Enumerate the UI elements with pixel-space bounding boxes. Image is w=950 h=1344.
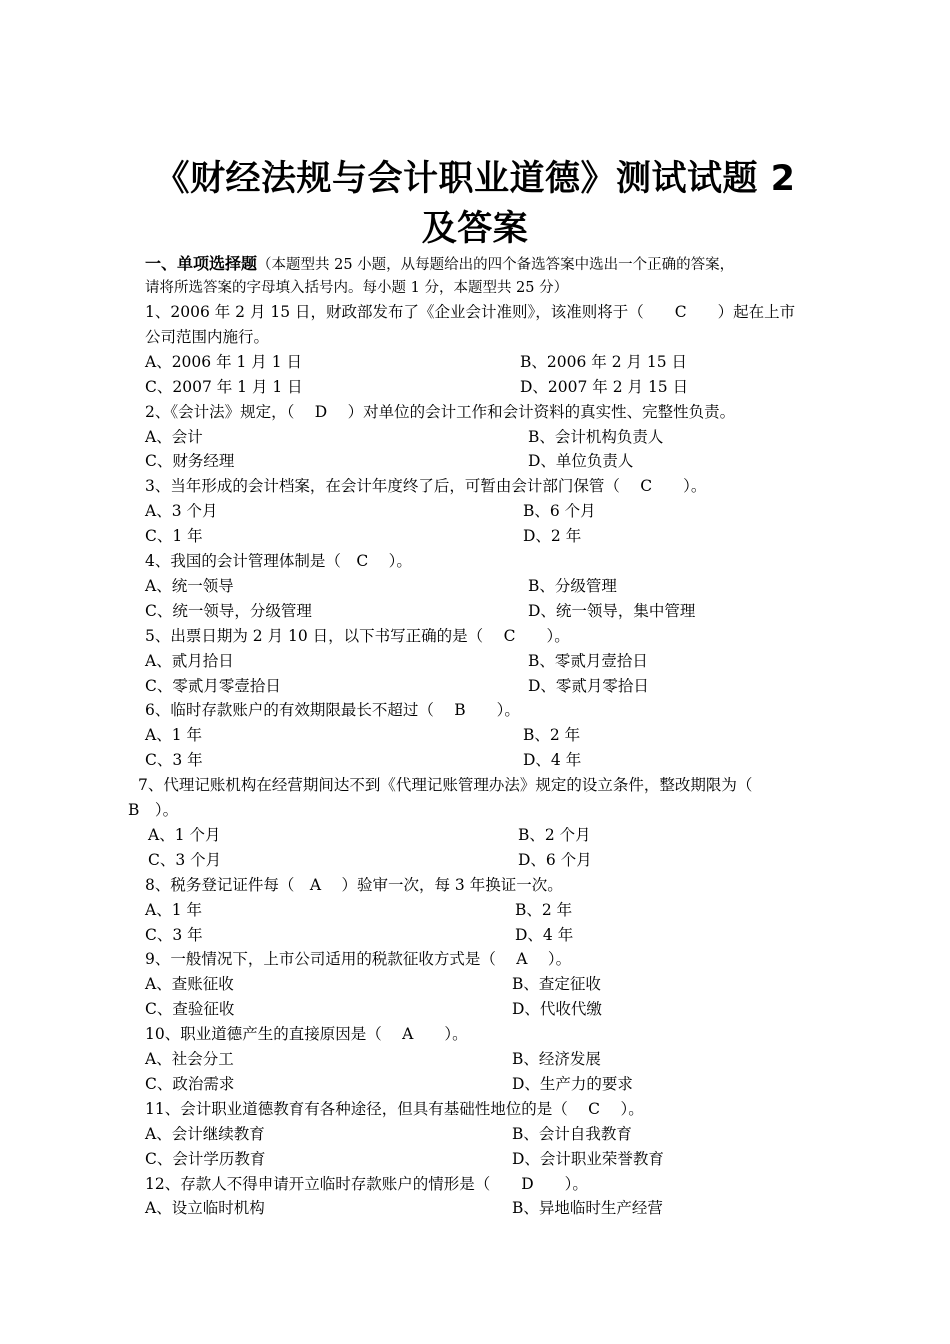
answer-option: B、2006 年 2 月 15 日 — [520, 352, 688, 371]
section-header — [145, 254, 734, 275]
answer-option: A、统一领导 — [145, 576, 234, 595]
answer-option: D、零贰月零拾日 — [528, 676, 649, 695]
answer-option: B、2 年 — [523, 726, 581, 745]
section-note-cont: 请将所选答案的字母填入括号内。每小题 1 分，本题型共 25 分） — [145, 280, 569, 296]
answer-option: C、3 年 — [145, 751, 203, 770]
answer-option: C、统一领导，分级管理 — [145, 601, 312, 620]
answer-option: C、2007 年 1 月 1 日 — [145, 377, 303, 396]
answer-option: C、政治需求 — [145, 1074, 235, 1093]
answer-option: C、1 年 — [145, 527, 203, 546]
question-text: 4、我国的会计管理体制是（ C ）。 — [145, 552, 412, 570]
answer-option: A、3 个月 — [145, 502, 218, 521]
document-title-line2: 及答案 — [421, 209, 529, 249]
question-text: 3、当年形成的会计档案，在会计年度终了后，可暂由会计部门保管（ C ）。 — [145, 477, 707, 496]
answer-option: D、2 年 — [523, 527, 582, 546]
question-text: 12、存款人不得申请开立临时存款账户的情形是（ D ）。 — [145, 1174, 588, 1193]
question-text: 7、代理记账机构在经营期间达不到《代理记账管理办法》规定的设立条件，整改期限为（ — [138, 776, 753, 795]
answer-option: B、分级管理 — [528, 576, 617, 595]
answer-option: D、2007 年 2 月 15 日 — [520, 377, 689, 396]
answer-option: B、2 个月 — [518, 825, 591, 844]
answer-option: C、财务经理 — [145, 452, 235, 471]
question-text: 10、职业道德产生的直接原因是（ A ）。 — [145, 1025, 468, 1044]
answer-option: D、会计职业荣誉教育 — [512, 1149, 664, 1168]
answer-option: A、2006 年 1 月 1 日 — [145, 352, 302, 371]
answer-option: C、查验征收 — [145, 1000, 235, 1019]
answer-option: A、查账征收 — [145, 975, 234, 994]
answer-option: A、社会分工 — [145, 1050, 234, 1068]
question-text-cont: 公司范围内施行。 — [145, 327, 270, 346]
question-text: 9、一般情况下，上市公司适用的税款征收方式是（ A ）。 — [145, 950, 572, 969]
answer-option: C、3 年 — [145, 925, 203, 944]
answer-option: B、异地临时生产经营 — [512, 1199, 663, 1218]
question-text: 11、会计职业道德教育有各种途径，但具有基础性地位的是（ C ）。 — [145, 1099, 644, 1118]
answer-option: C、零贰月零壹拾日 — [145, 676, 281, 695]
answer-option: D、代收代缴 — [512, 1000, 602, 1019]
answer-option: A、贰月拾日 — [145, 651, 234, 670]
answer-option: D、4 年 — [515, 925, 574, 944]
answer-option: B、经济发展 — [512, 1050, 601, 1068]
answer-option: B、会计机构负责人 — [528, 427, 664, 446]
answer-option: A、设立临时机构 — [145, 1199, 265, 1218]
answer-option: B、查定征收 — [512, 975, 601, 994]
answer-option: D、生产力的要求 — [512, 1074, 633, 1093]
answer-option: C、3 个月 — [148, 850, 222, 869]
question-text: 2、《会计法》规定，（ D ）对单位的会计工作和会计资料的真实性、完整性负责。 — [145, 402, 736, 421]
answer-option: A、1 个月 — [148, 825, 221, 844]
question-text: 6、临时存款账户的有效期限最长不超过（ B ）。 — [145, 701, 520, 720]
answer-option: A、会计 — [145, 427, 203, 446]
answer-option: D、统一领导，集中管理 — [528, 601, 696, 620]
answer-option: D、4 年 — [523, 751, 582, 770]
document-title-line1: 《财经法规与会计职业道德》测试试题 2 — [154, 159, 796, 199]
answer-option: B、零贰月壹拾日 — [528, 651, 648, 670]
answer-option: D、6 个月 — [518, 850, 592, 869]
question-text-cont: B ）。 — [128, 801, 179, 819]
answer-option: C、会计学历教育 — [145, 1149, 266, 1168]
answer-option: B、6 个月 — [523, 502, 596, 521]
answer-option: B、2 年 — [515, 900, 573, 919]
question-text: 8、税务登记证件每（ A ）验审一次，每 3 年换证一次。 — [145, 875, 563, 894]
answer-option: A、1 年 — [145, 726, 202, 745]
answer-option: D、单位负责人 — [528, 452, 634, 471]
section-heading: 一、单项选择题 — [145, 254, 258, 273]
question-text: 5、出票日期为 2 月 10 日，以下书写正确的是（ C ）。 — [145, 626, 570, 645]
section-note: （本题型共 25 小题，从每题给出的四个备选答案中选出一个正确的答案， — [257, 257, 735, 273]
answer-option: A、1 年 — [145, 900, 202, 919]
answer-option: B、会计自我教育 — [512, 1124, 632, 1143]
question-text: 1、2006 年 2 月 15 日，财政部发布了《企业会计准则》，该准则将于（ C ）起在上市 — [145, 303, 796, 321]
answer-option: A、会计继续教育 — [145, 1124, 265, 1143]
